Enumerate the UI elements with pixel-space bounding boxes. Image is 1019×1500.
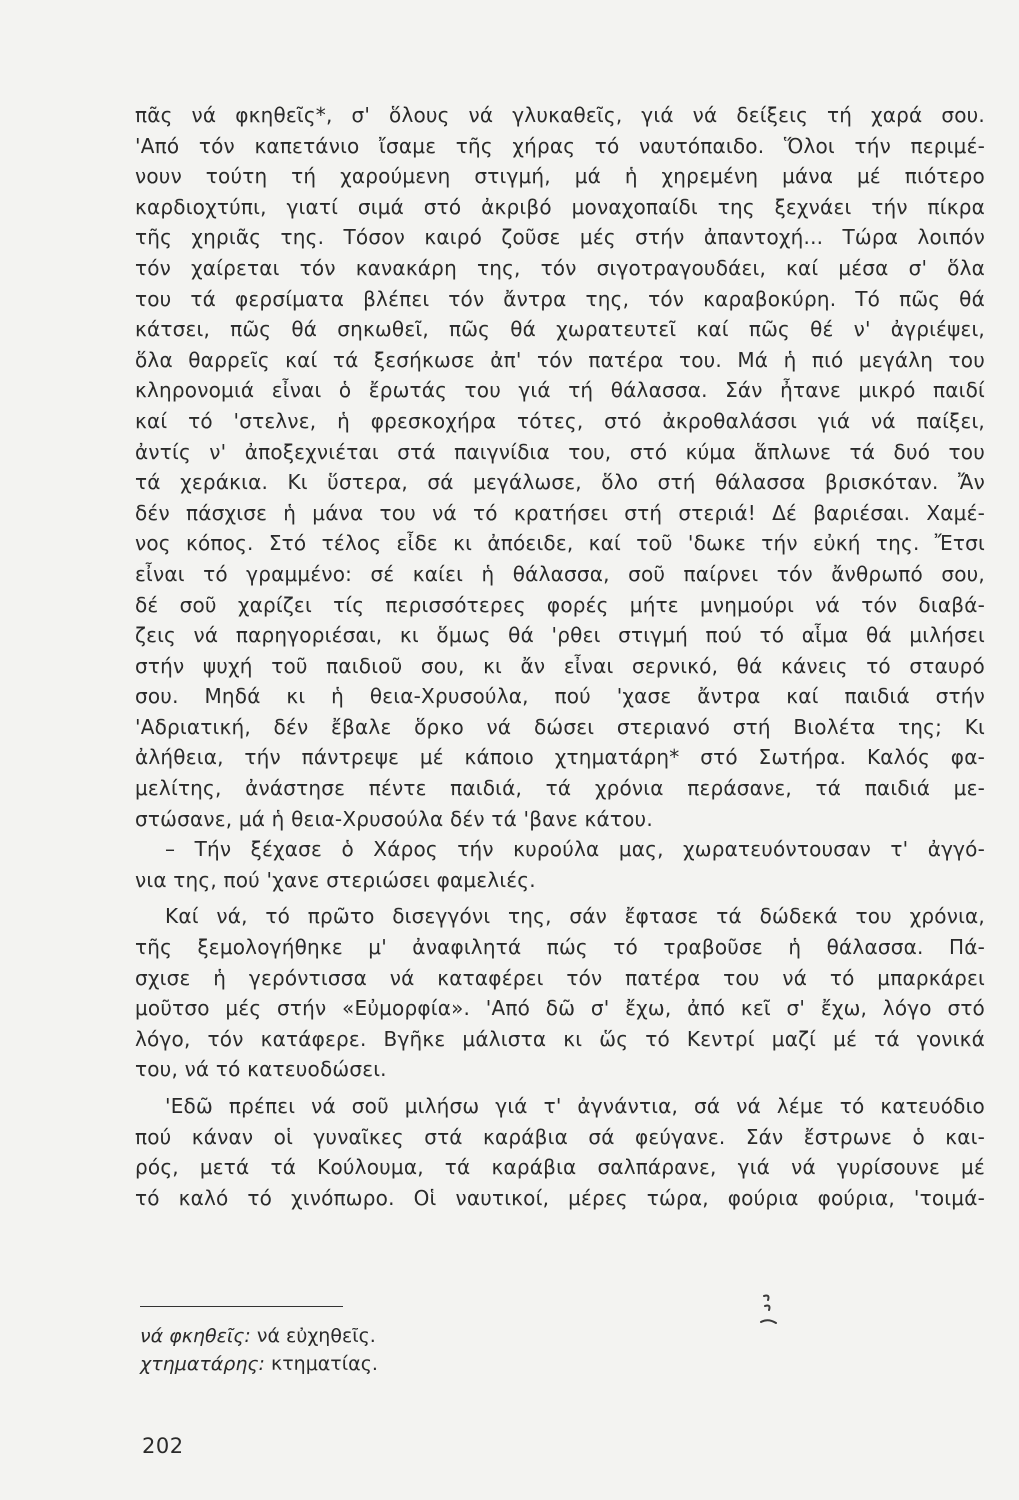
text-line: στώσανε, μά ἡ θεια-Χρυσούλα δέν τά 'βανε κάτου. xyxy=(135,806,653,831)
text-line: καί τό 'στελνε, ἡ φρεσκοχήρα τότες, στό ἀκροθαλάσσι γιά νά παίξει, xyxy=(135,408,985,433)
text-line: καρδιοχτύπι, γιατί σιμά στό ἀκριβό μοναχοπαίδι της ξεχνάει τήν πίκρα xyxy=(135,194,985,219)
page-number: 202 xyxy=(142,1434,184,1458)
ink-mark-icon xyxy=(758,1292,778,1328)
text-line: κληρονομιά εἶναι ὁ ἔρωτάς του γιά τή θάλασσα. Σάν ἦτανε μικρό παιδί xyxy=(135,378,985,403)
text-line: ζεις νά παρηγοριέσαι, κι ὅμως θά 'ρθει στιγμή πού τό αἷμα θά μιλήσει xyxy=(135,623,985,648)
text-line: πᾶς νά φκηθεῖς*, σ' ὅλους νά γλυκαθεῖς, γιά νά δείξεις τή χαρά σου. xyxy=(135,103,985,127)
text-line: σχισε ἡ γερόντισσα νά καταφέρει τόν πατέρα του νά τό μπαρκάρει xyxy=(135,965,985,990)
text-line: τῆς ξεμολογήθηκε μ' ἀναφιλητά πώς τό τραβοῦσε ἡ θάλασσα. Πά- xyxy=(135,935,985,960)
text-line: πού κάναν οἱ γυναῖκες στά καράβια σά φεύγανε. Σάν ἔστρωνε ὁ και- xyxy=(135,1124,985,1149)
text-line: δέν πάσχισε ἡ μάνα του νά τό κρατήσει στή στεριά! Δέ βαριέσαι. Χαμέ- xyxy=(135,500,985,525)
text-line: νος κόπος. Στό τέλος εἶδε κι ἀπόειδε, καί τοῦ 'δωκε τήν εὐκή της. Ἔτσι xyxy=(135,531,985,556)
text-line: 'Από τόν καπετάνιο ἴσαμε τῆς χήρας τό ναυτόπαιδο. Ὅλοι τήν περιμέ- xyxy=(135,133,985,158)
text-line: τό καλό τό χινόπωρο. Οἱ ναυτικοί, μέρες τώρα, φούρια φούρια, 'τοιμά- xyxy=(135,1185,985,1210)
footnote-rule xyxy=(140,1306,343,1307)
footnote-term: χτηματάρης: xyxy=(140,1353,265,1375)
dialogue-line: – Τήν ξέχασε ὁ Χάρος τήν κυρούλα μας, χωρατευόντουσαν τ' ἀγγό- xyxy=(165,837,985,862)
paragraph-first-line: Καί νά, τό πρῶτο δισεγγόνι της, σάν ἔφτασε τά δώδεκά του χρόνια, xyxy=(165,904,985,929)
footnote-item xyxy=(140,1322,640,1350)
footnote-definition: νά εὐχηθεῖς. xyxy=(256,1325,376,1347)
text-line: τά χεράκια. Κι ὕστερα, σά μεγάλωσε, ὅλο στή θάλασσα βρισκόταν. Ἄν xyxy=(135,470,985,495)
text-line: δέ σοῦ χαρίζει τίς περισσότερες φορές μήτε μνημούρι νά τόν διαβά- xyxy=(135,592,985,617)
text-line: 'Αδριατική, δέν ἔβαλε ὅρκο νά δώσει στεριανό στή Βιολέτα της; Κι xyxy=(135,714,985,739)
text-line: ὅλα θαρρεῖς καί τά ξεσήκωσε ἀπ' τόν πατέρα του. Μά ἡ πιό μεγάλη του xyxy=(135,347,985,372)
footnote-definition: κτηματίας. xyxy=(271,1353,378,1375)
text-line: λόγο, τόν κατάφερε. Βγῆκε μάλιστα κι ὥς τό Κεντρί μαζί μέ τά γονικά xyxy=(135,1026,985,1051)
text-line: ἀλήθεια, τήν πάντρεψε μέ κάποιο χτηματάρη* στό Σωτήρα. Καλός φα- xyxy=(135,745,985,770)
text-line: μελίτης, ἀνάστησε πέντε παιδιά, τά χρόνια περάσανε, τά παιδιά με- xyxy=(135,776,985,801)
paragraph-first-line: 'Εδῶ πρέπει νά σοῦ μιλήσω γιά τ' ἀγνάντια, σά νά λέμε τό κατευόδιο xyxy=(165,1094,985,1118)
footnotes xyxy=(140,1322,640,1378)
text-line: εἶναι τό γραμμένο: σέ καίει ἡ θάλασσα, σοῦ παίρνει τόν ἄνθρωπό σου, xyxy=(135,561,985,586)
footnote-term: νά φκηθεῖς: xyxy=(140,1325,251,1347)
text-line: ρός, μετά τά Κούλουμα, τά καράβια σαλπάρανε, γιά νά γυρίσουνε μέ xyxy=(135,1155,985,1180)
text-line: τόν χαίρεται τόν κανακάρη της, τόν σιγοτραγουδάει, καί μέσα σ' ὅλα xyxy=(135,255,985,280)
text-line: μοῦτσο μές στήν «Εὐμορφία». 'Από δῶ σ' ἔχω, ἀπό κεῖ σ' ἔχω, λόγο στό xyxy=(135,996,985,1021)
text-line: κάτσει, πῶς θά σηκωθεῖ, πῶς θά χωρατευτεῖ καί πῶς θέ ν' ἀγριέψει, xyxy=(135,317,985,342)
text-line: τῆς χηριᾶς της. Τόσον καιρό ζοῦσε μές στήν ἀπαντοχή... Τώρα λοιπόν xyxy=(135,225,985,250)
footnote-item xyxy=(140,1350,640,1378)
text-line: νια της, πού 'χανε στεριώσει φαμελιές. xyxy=(135,867,536,892)
body-text xyxy=(135,100,985,1213)
text-line: του τά φερσίματα βλέπει τόν ἄντρα της, τόν καραβοκύρη. Τό πῶς θά xyxy=(135,286,985,311)
text-line: σου. Μηδά κι ἡ θεια-Χρυσούλα, πού 'χασε ἄντρα καί παιδιά στήν xyxy=(135,684,985,709)
text-line: στήν ψυχή τοῦ παιδιοῦ σου, κι ἄν εἶναι σερνικό, θά κάνεις τό σταυρό xyxy=(135,653,985,678)
text-line: ἀντίς ν' ἀποξεχνιέται στά παιγνίδια του, στό κύμα ἅπλωνε τά δυό του xyxy=(135,439,985,464)
text-line: του, νά τό κατευοδώσει. xyxy=(135,1057,387,1082)
text-line: νουν τούτη τή χαρούμενη στιγμή, μά ἡ χηρεμένη μάνα μέ πιότερο xyxy=(135,164,985,189)
